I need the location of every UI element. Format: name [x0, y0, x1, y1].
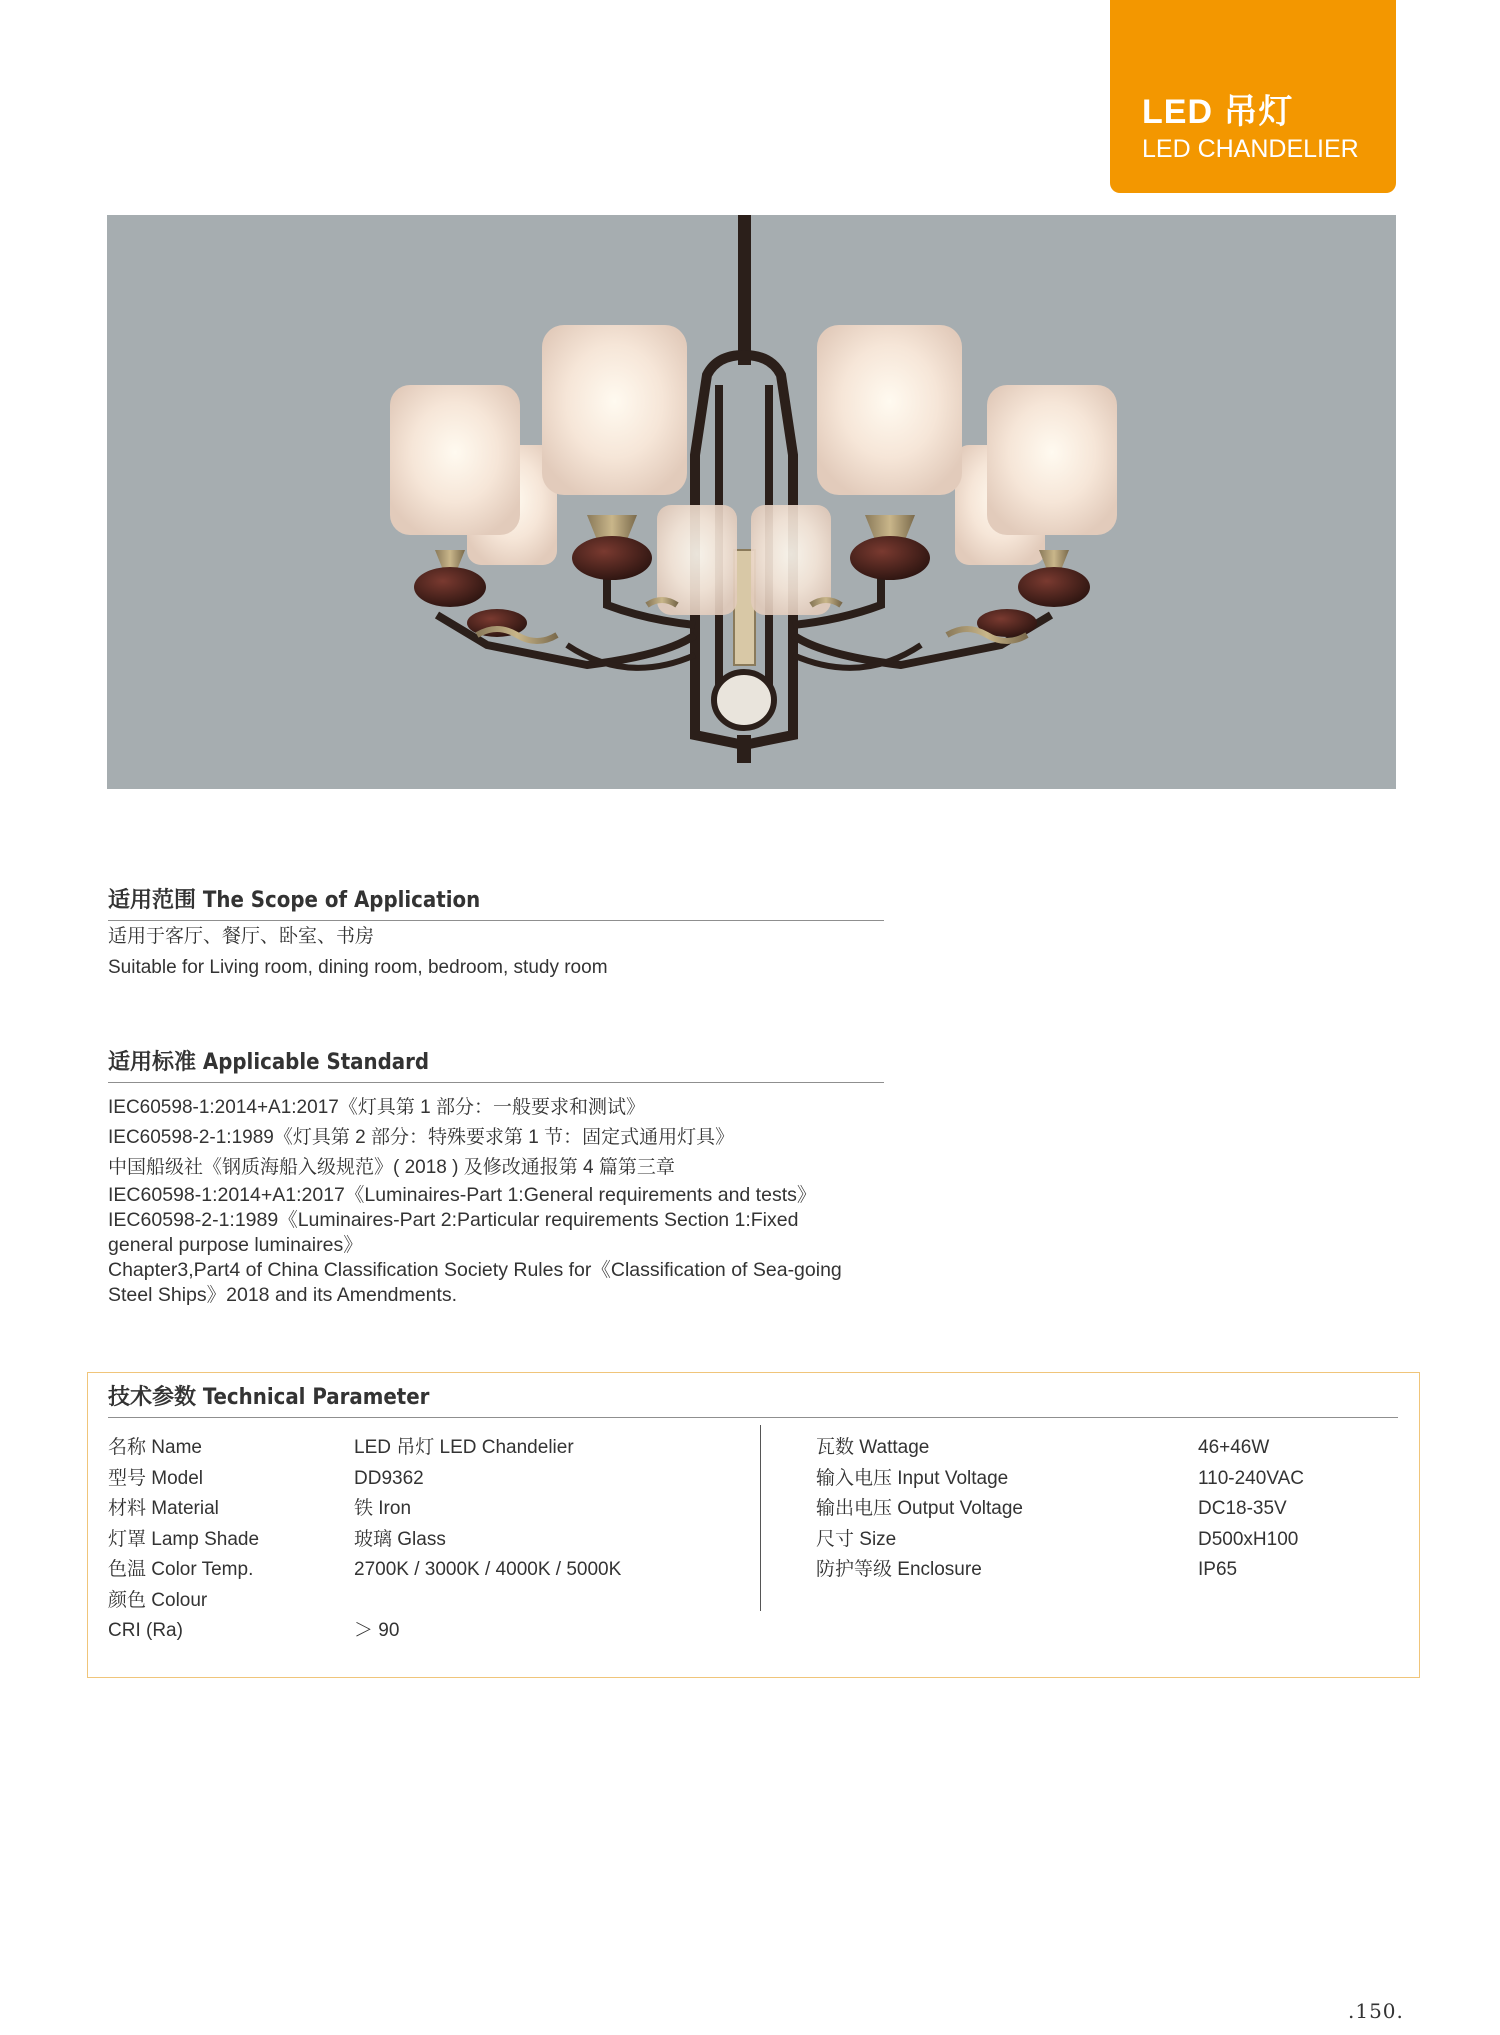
- standard-line-en: IEC60598-1:2014+A1:2017《Luminaires-Part 1:General requirements and tests》: [108, 1184, 817, 1206]
- param-value: LED 吊灯 LED Chandelier: [354, 1437, 574, 1458]
- param-value: 110-240VAC: [1198, 1467, 1304, 1489]
- standard-line-en: IEC60598-2-1:1989《Luminaires-Part 2:Particular requirements Section 1:Fixed: [108, 1209, 799, 1231]
- scope-line-en: Suitable for Living room, dining room, bedroom, study room: [108, 957, 608, 978]
- param-value: 铁 Iron: [354, 1498, 412, 1519]
- param-label: 型号 Model: [108, 1467, 204, 1489]
- category-title-cn: LED 吊灯: [1142, 93, 1294, 131]
- param-right-labels: [816, 1433, 1023, 1586]
- page-number: .150.: [1348, 1999, 1404, 2023]
- column-divider: [760, 1425, 761, 1611]
- standard-line-en: Chapter3,Part4 of China Classification Society Rules for《Classification of Sea-going: [108, 1259, 842, 1281]
- scope-line-cn: 适用于客厅、餐厅、卧室、书房: [108, 926, 375, 947]
- category-title-en: LED CHANDELIER: [1142, 135, 1359, 163]
- param-label: 灯罩 Lamp Shade: [108, 1528, 260, 1550]
- technical-heading: 技术参数 Technical Parameter: [108, 1380, 1398, 1418]
- param-value: 玻璃 Glass: [354, 1528, 446, 1550]
- param-label: 色温 Color Temp.: [108, 1559, 254, 1580]
- standard-cn-list: [108, 1093, 734, 1183]
- standard-en-list: [108, 1183, 842, 1308]
- param-label: 瓦数 Wattage: [816, 1437, 930, 1458]
- chandelier-illustration: [107, 215, 1396, 789]
- param-label: 材料 Material: [108, 1498, 219, 1519]
- category-tab: [1110, 0, 1396, 193]
- standard-heading: 适用标准 Applicable Standard: [108, 1045, 884, 1083]
- param-right-values: [1198, 1433, 1304, 1586]
- param-label: 颜色 Colour: [108, 1589, 208, 1611]
- param-value: ＞ 90: [354, 1620, 400, 1641]
- param-label: 输入电压 Input Voltage: [816, 1467, 1009, 1489]
- param-value: DC18-35V: [1198, 1498, 1287, 1519]
- standard-line-en: Steel Ships》2018 and its Amendments.: [108, 1284, 458, 1306]
- scope-heading: 适用范围 The Scope of Application: [108, 883, 884, 921]
- standard-line-cn: IEC60598-1:2014+A1:2017《灯具第 1 部分：一般要求和测试》: [108, 1097, 645, 1118]
- param-left-values: [354, 1433, 621, 1647]
- param-value: D500xH100: [1198, 1528, 1299, 1550]
- param-label: CRI (Ra): [108, 1620, 183, 1641]
- scope-text: [108, 924, 608, 980]
- product-photo: [107, 215, 1396, 789]
- param-label: 尺寸 Size: [816, 1528, 897, 1550]
- param-label: 名称 Name: [108, 1437, 202, 1458]
- standard-line-cn: 中国船级社《钢质海船入级规范》( 2018 ) 及修改通报第 4 篇第三章: [108, 1157, 675, 1178]
- param-label: 防护等级 Enclosure: [816, 1559, 982, 1580]
- param-value: IP65: [1198, 1559, 1238, 1580]
- standard-line-cn: IEC60598-2-1:1989《灯具第 2 部分：特殊要求第 1 节：固定式通用灯具》: [108, 1127, 735, 1148]
- param-label: 输出电压 Output Voltage: [816, 1498, 1023, 1519]
- param-left-labels: [108, 1433, 259, 1647]
- standard-line-en: general purpose luminaires》: [108, 1234, 363, 1256]
- param-value: DD9362: [354, 1467, 424, 1489]
- param-value: 46+46W: [1198, 1437, 1270, 1458]
- param-value: [354, 1586, 621, 1617]
- param-value: 2700K / 3000K / 4000K / 5000K: [354, 1559, 622, 1580]
